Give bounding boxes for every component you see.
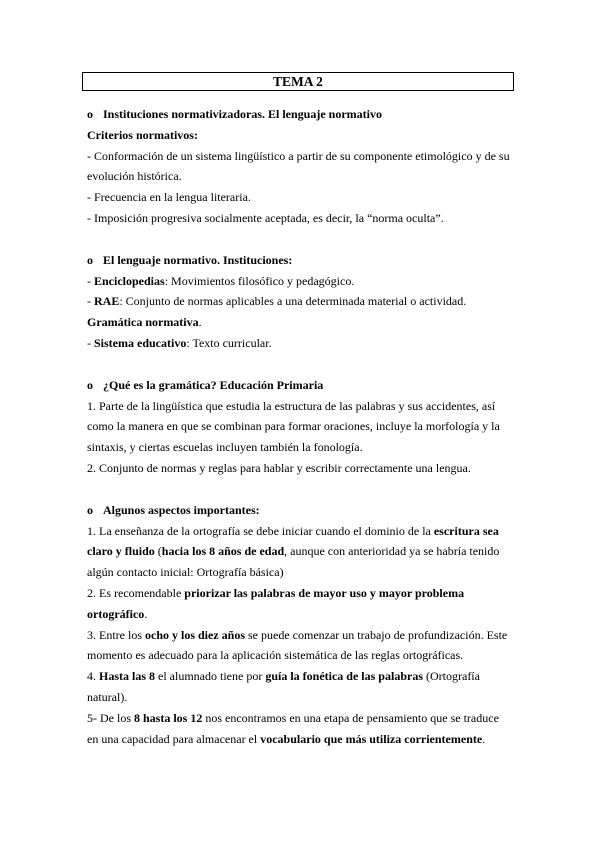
aspect-line: 5- De los 8 hasta los 12 nos encontramos en una etapa de pensamiento que se traduce (87, 710, 499, 725)
institution-item: - Enciclopedias: Movimientos filosófico y pedagógico. (87, 273, 355, 288)
section-heading-instituciones (87, 104, 519, 125)
aspect-line: en una capacidad para almacenar el vocabulario que más utiliza corrientemente. (87, 731, 486, 746)
definition-line: 2. Conjunto de normas y reglas para hablar y escribir correctamente una lengua. (87, 460, 471, 475)
institution-item: Gramática normativa. (87, 315, 202, 330)
definition-line: como la manera en que se combinan para formar oraciones, incluye la morfología y la (87, 419, 500, 434)
criterio-line: - Imposición progresiva socialmente aceptada, es decir, la “norma oculta”. (87, 210, 444, 225)
section-heading-gramatica (87, 375, 519, 396)
page-title: TEMA 2 (82, 72, 514, 91)
section-heading-text: El lenguaje normativo. Instituciones: (103, 252, 293, 267)
section-heading-lenguaje-normativo (87, 250, 519, 271)
aspect-line: 1. La enseñanza de la ortografía se debe iniciar cuando el dominio de la escritura sea (87, 523, 499, 538)
bullet-marker: o (87, 377, 93, 392)
bullet-marker: o (87, 107, 93, 121)
section-heading-text: Algunos aspectos importantes: (103, 502, 260, 517)
criterio-line: - Frecuencia en la lengua literaria. (87, 190, 251, 205)
aspect-line: 3. Entre los ocho y los diez años se puede comenzar un trabajo de profundización. Este (87, 627, 508, 642)
aspect-line: claro y fluido (hacia los 8 años de edad, aunque con anterioridad ya se habría tenido (87, 544, 500, 559)
aspect-line: momento es adecuado para la aplicación sistemática de las reglas ortográficas. (87, 648, 464, 663)
section-heading-aspectos (87, 500, 519, 521)
criterio-line: evolución histórica. (87, 169, 182, 184)
institution-item: - Sistema educativo: Texto curricular. (87, 335, 272, 350)
criterio-line: - Conformación de un sistema lingüístico a partir de su componente etimológico y de su (87, 148, 510, 163)
aspect-line: 4. Hasta las 8 el alumnado tiene por guía la fonética de las palabras (Ortografía (87, 669, 480, 684)
subheading-criterios: Criterios normativos: (87, 127, 198, 142)
aspect-line: 2. Es recomendable priorizar las palabras de mayor uso y mayor problema (87, 585, 465, 600)
institution-item: - RAE: Conjunto de normas aplicables a una determinada material o actividad. (87, 294, 467, 309)
section-heading-text: ¿Qué es la gramática? Educación Primaria (103, 377, 324, 392)
definition-line: sintaxis, y ciertas escuelas incluyen también la fonología. (87, 440, 363, 455)
aspect-line: algún contacto inicial: Ortografía básica) (87, 565, 284, 580)
bullet-marker: o (87, 252, 93, 267)
document-body (87, 104, 519, 749)
aspect-line: ortográfico. (87, 606, 148, 621)
definition-line: 1. Parte de la lingüística que estudia la estructura de las palabras y sus accidentes, así (87, 398, 496, 413)
bullet-marker: o (87, 502, 93, 517)
section-heading-text: Instituciones normativizadoras. El lenguaje normativo (103, 107, 382, 121)
aspect-line: natural). (87, 689, 128, 704)
